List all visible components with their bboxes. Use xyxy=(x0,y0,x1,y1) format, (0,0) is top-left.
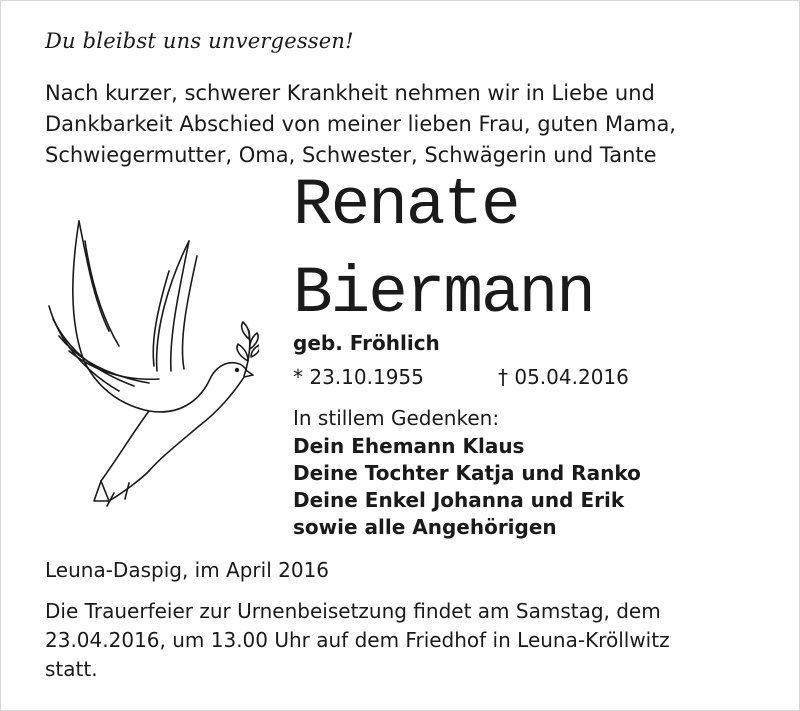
funeral-info xyxy=(45,597,745,684)
mourner-line: sowie alle Angehörigen xyxy=(293,515,557,539)
intro-line: Schwiegermutter, Oma, Schwester, Schwägerin und Tante xyxy=(45,143,657,167)
birth-date: * 23.10.1955 xyxy=(293,365,424,389)
death-date: † 05.04.2016 xyxy=(498,365,629,389)
intro-line: Dankbarkeit Abschied von meiner lieben Frau, guten Mama, xyxy=(45,112,676,136)
motto: Du bleibst uns unvergessen! xyxy=(45,29,354,53)
mourner-line: Dein Ehemann Klaus xyxy=(293,434,525,458)
funeral-line: statt. xyxy=(45,657,98,681)
intro-text xyxy=(45,78,785,171)
last-name: Biermann xyxy=(293,256,594,331)
first-name: Renate xyxy=(293,168,519,243)
memory-label: In stillem Gedenken: xyxy=(293,406,500,430)
place-and-date: Leuna-Daspig, im April 2016 xyxy=(45,558,330,582)
funeral-line: 23.04.2016, um 13.00 Uhr auf dem Friedhof in Leuna-Kröllwitz xyxy=(45,628,670,652)
dove-with-olive-branch-icon xyxy=(39,211,259,511)
intro-line: Nach kurzer, schwerer Krankheit nehmen wir in Liebe und xyxy=(45,81,655,105)
mourner-line: Deine Tochter Katja und Ranko xyxy=(293,461,641,485)
mourner-line: Deine Enkel Johanna und Erik xyxy=(293,488,625,512)
funeral-line: Die Trauerfeier zur Urnenbeisetzung findet am Samstag, dem xyxy=(45,599,661,623)
maiden-name: geb. Fröhlich xyxy=(293,331,440,355)
